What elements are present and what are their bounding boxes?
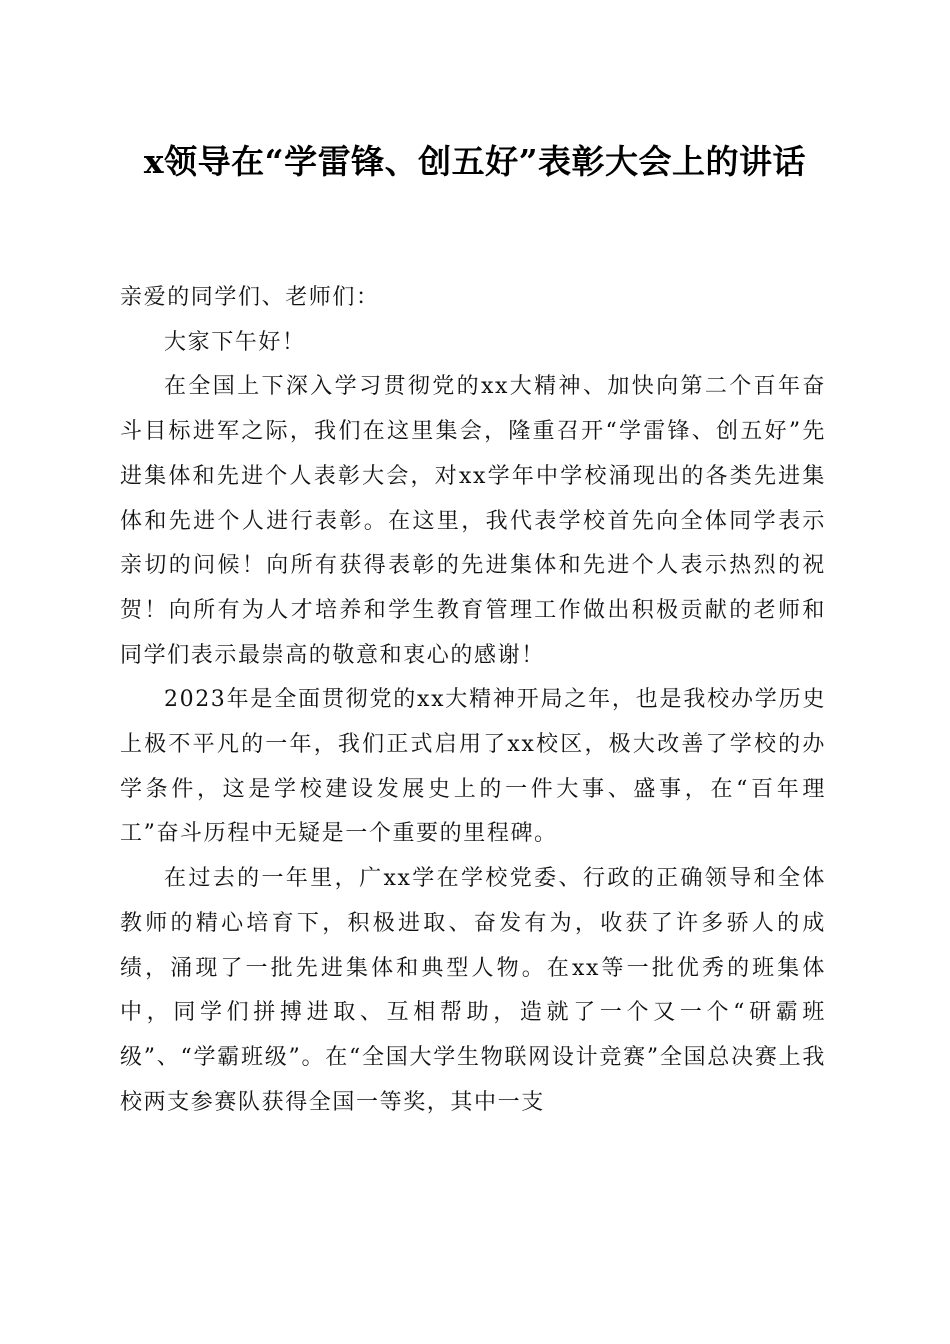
paragraph-3: 在过去的一年里，广xx学在学校党委、行政的正确领导和全体教师的精心培育下，积极进取、奋发有为，收获了许多骄人的成绩，涌现了一批先进集体和典型人物。在xx等一批优秀的班集体中，同学们拼搏进取、互相帮助，造就了一个又一个“研霸班级”、“学霸班级”。在“全国大学生物联网设计竞赛”全国总决赛上我校两支参赛队获得全国一等奖，其中一支 [120,866,826,1115]
salutation: 亲爱的同学们、老师们： [120,285,380,310]
paragraph-1: 在全国上下深入学习贯彻党的xx大精神、加快向第二个百年奋斗目标进军之际，我们在这里集会，隆重召开“学雷锋、创五好”先进集体和先进个人表彰大会，对xx学年中学校涌现出的各类先进集体和先进个人进行表彰。在这里，我代表学校首先向全体同学表示亲切的问候！向所有获得表彰的先进集体和先进个人表示热烈的祝贺！向所有为人才培养和学生教育管理工作做出积极贡献的老师和同学们表示最崇高的敬意和衷心的感谢！ [120,374,826,668]
paragraph-2: 2023年是全面贯彻党的xx大精神开局之年，也是我校办学历史上极不平凡的一年，我们正式启用了xx校区，极大改善了学校的办学条件，这是学校建设发展史上的一件大事、盛事，在“百年理工”奋斗历程中无疑是一个重要的里程碑。 [120,687,826,847]
document-body [120,276,826,1125]
document-title: x领导在“学雷锋、创五好”表彰大会上的讲话 [143,142,807,181]
greeting: 大家下午好！ [164,329,306,355]
